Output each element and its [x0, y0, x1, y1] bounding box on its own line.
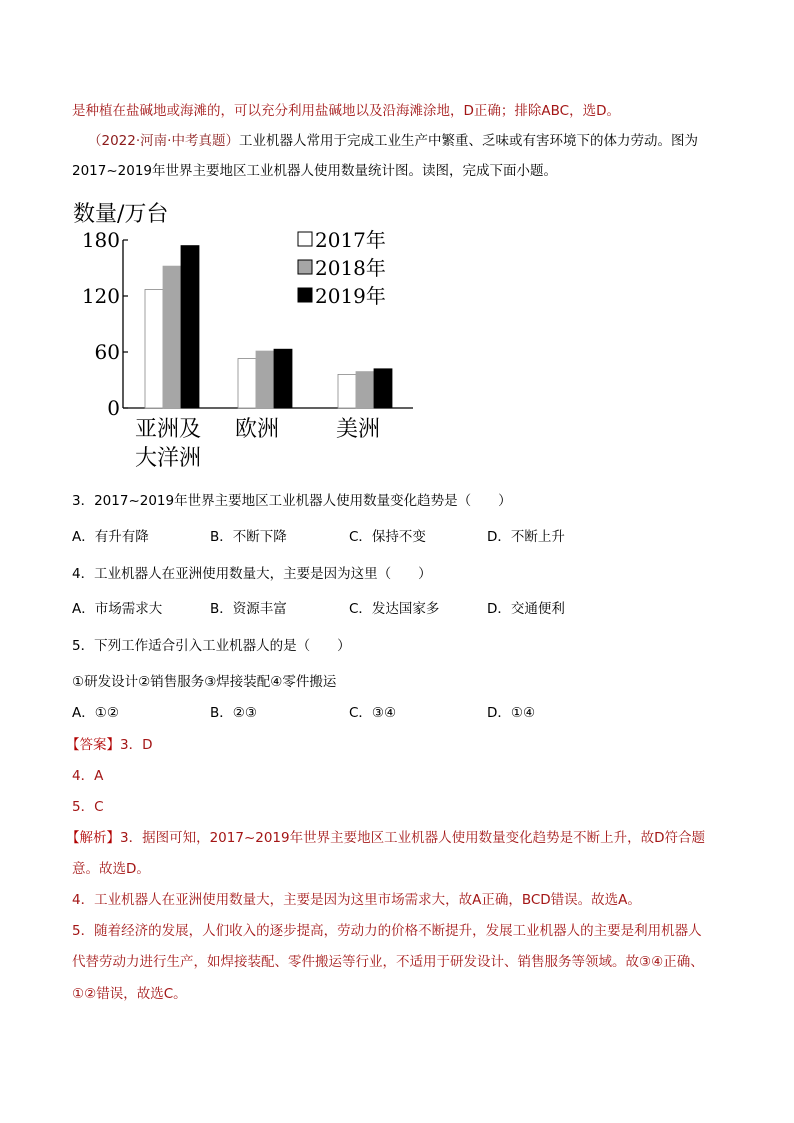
y-tick-label: 60 [94, 340, 120, 364]
answer-3: 3．D [120, 737, 153, 753]
q4-option-c[interactable]: C．发达国家多 [349, 601, 440, 617]
q3-option-b[interactable]: B．不断下降 [210, 529, 287, 545]
y-tick-label: 180 [81, 228, 120, 252]
question-5-items: ①研发设计②销售服务③焊接装配④零件搬运 [72, 674, 337, 690]
q5-option-b[interactable]: B．②③ [210, 705, 257, 721]
question-5-stem: 5．下列工作适合引入工业机器人的是（ ） [72, 638, 351, 654]
answer-line-3 [66, 735, 152, 755]
question-4-stem: 4．工业机器人在亚洲使用数量大，主要是因为这里（ ） [72, 566, 432, 582]
q3-option-a[interactable]: A．有升有降 [72, 529, 149, 545]
legend-swatch [298, 260, 312, 274]
bar-2-2 [374, 369, 392, 408]
legend-swatch [298, 288, 312, 302]
y-axis-label: 数量/万台 [73, 202, 169, 227]
intro-line-1: 是种植在盐碱地或海滩的，可以充分利用盐碱地以及沿海滩涂地，D正确；排除ABC，选D。 [72, 103, 620, 119]
intro-line-3: 2017~2019年世界主要地区工业机器人使用数量统计图。读图，完成下面小题。 [72, 163, 558, 179]
question-3-stem: 3．2017~2019年世界主要地区工业机器人使用数量变化趋势是（ ） [72, 493, 512, 509]
analysis-5a: 5．随着经济的发展，人们收入的逐步提高，劳动力的价格不断提升，发展工业机器人的主要是利用机器人 [72, 923, 702, 939]
q4-option-d[interactable]: D．交通便利 [487, 601, 565, 617]
bar-0-0 [145, 289, 163, 408]
analysis-line-3a [66, 828, 705, 848]
bar-1-0 [163, 266, 181, 408]
analysis-tag: 【解析】 [66, 830, 120, 846]
bar-chart-svg [68, 196, 428, 476]
legend-swatch [298, 232, 312, 246]
legend-label: 2018年 [315, 256, 386, 280]
q5-option-d[interactable]: D．①④ [487, 705, 536, 721]
bar-0-2 [338, 374, 356, 408]
bar-0-1 [238, 359, 256, 408]
y-tick-label: 0 [107, 396, 120, 420]
robot-usage-chart [68, 196, 428, 476]
legend-label: 2017年 [315, 228, 386, 252]
analysis-3b: 意。故选D。 [72, 861, 150, 877]
analysis-4: 4．工业机器人在亚洲使用数量大，主要是因为这里市场需求大，故A正确，BCD错误。故选A。 [72, 892, 641, 908]
q4-option-b[interactable]: B．资源丰富 [210, 601, 287, 617]
q3-option-c[interactable]: C．保持不变 [349, 529, 426, 545]
q4-option-a[interactable]: A．市场需求大 [72, 601, 163, 617]
answer-4: 4．A [72, 768, 104, 784]
category-label: 欧洲 [235, 417, 280, 442]
question-source: （2022·河南·中考真题） [88, 133, 239, 149]
intro-text-2: 工业机器人常用于完成工业生产中繁重、乏味或有害环境下的体力劳动。图为 [238, 133, 698, 149]
q5-option-a[interactable]: A．①② [72, 705, 119, 721]
analysis-5b: 代替劳动力进行生产，如焊接装配、零件搬运等行业，不适用于研发设计、销售服务等领域。故③④正确、 [72, 954, 704, 970]
category-label: 大洋洲 [135, 446, 202, 471]
q5-option-c[interactable]: C．③④ [349, 705, 397, 721]
category-label: 美洲 [336, 417, 381, 442]
intro-line-2 [88, 131, 698, 151]
answer-5: 5．C [72, 799, 104, 815]
bar-1-2 [356, 372, 374, 408]
q3-option-d[interactable]: D．不断上升 [487, 529, 565, 545]
category-label: 亚洲及 [135, 417, 202, 442]
legend-label: 2019年 [315, 284, 386, 308]
bar-2-0 [181, 246, 199, 408]
bar-1-1 [256, 351, 274, 408]
analysis-5c: ①②错误，故选C。 [72, 986, 187, 1002]
answer-tag: 【答案】 [66, 737, 120, 753]
bar-2-1 [274, 349, 292, 408]
y-tick-label: 120 [81, 284, 120, 308]
analysis-3a: 3．据图可知，2017~2019年世界主要地区工业机器人使用数量变化趋势是不断上升，故D符合题 [120, 830, 706, 846]
